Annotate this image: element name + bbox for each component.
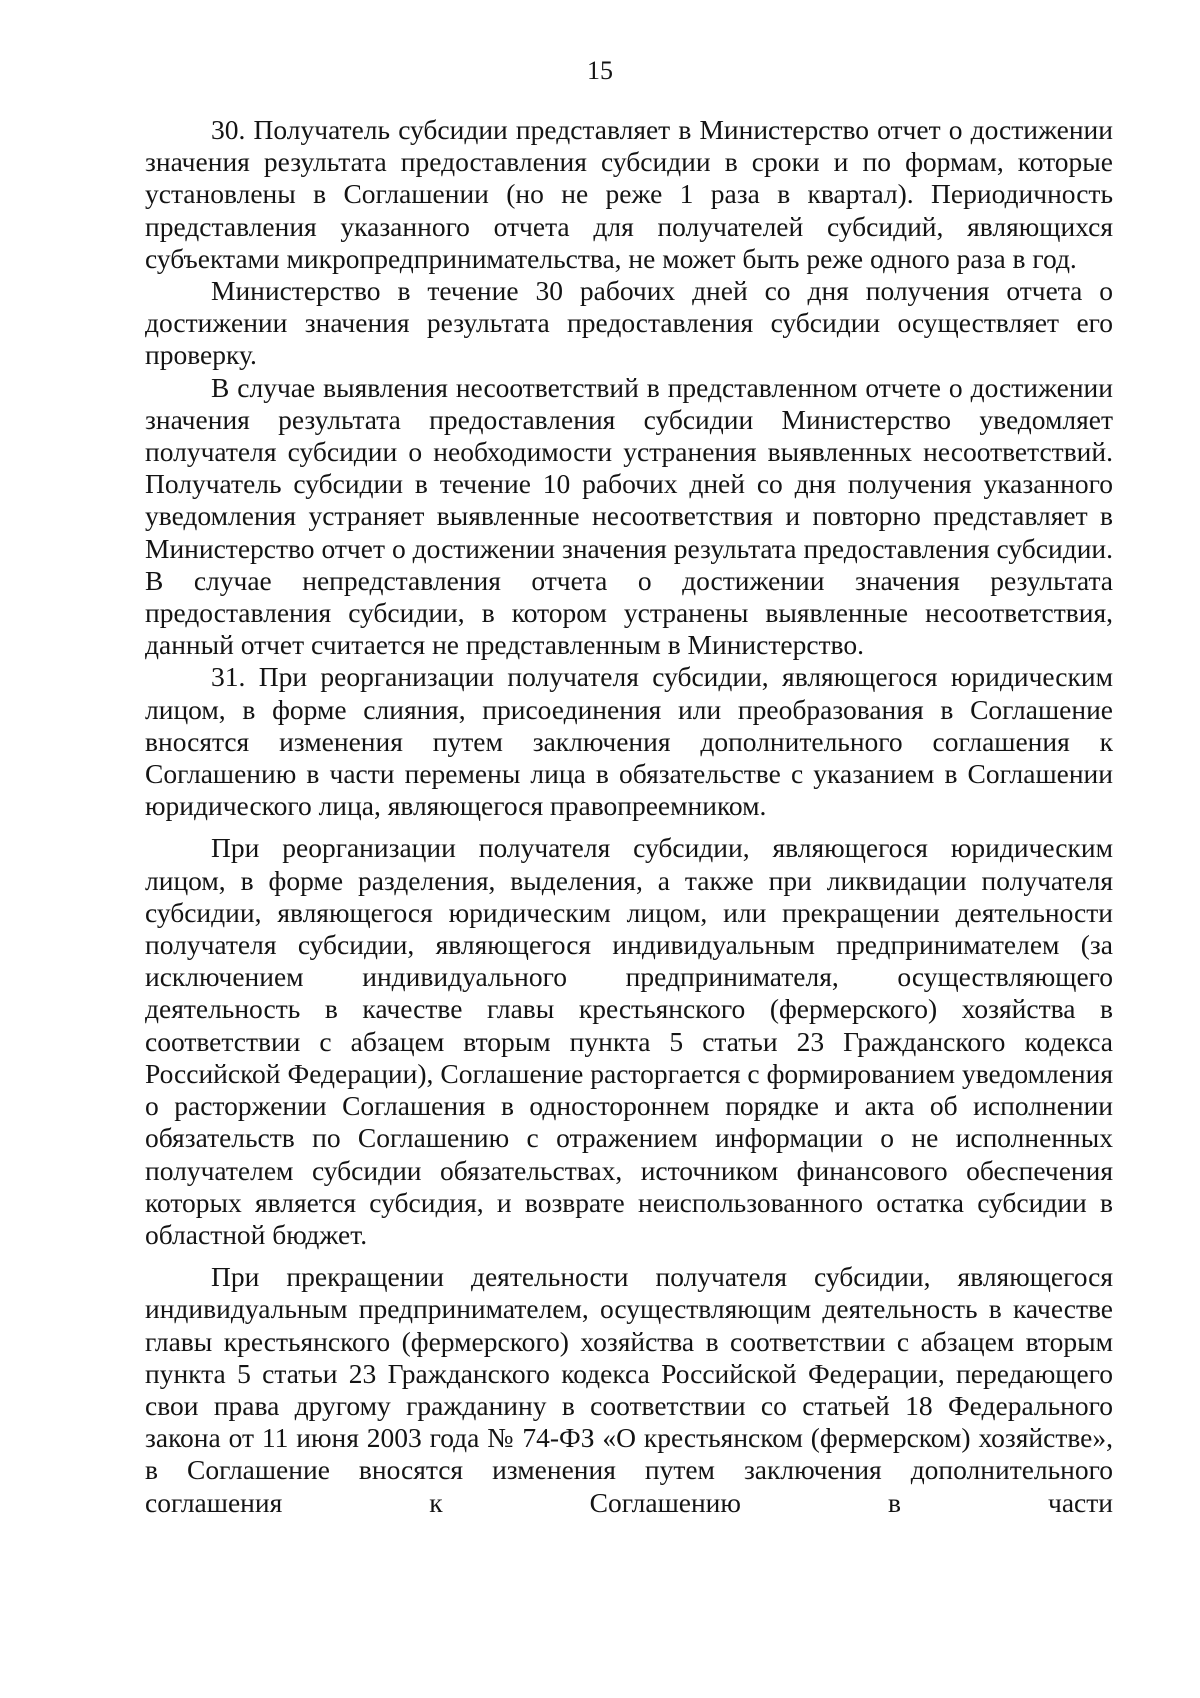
paragraph-agreement-termination: При реорганизации получателя субсидии, являющегося юридическим лицом, в форме разделения, выделения, а также при ликвидации получателя субсидии, являющегося юридическим лицом, или прекращении деятельности получателя субсидии, являющегося индивидуальным предпринимателем (за исключением индивидуального предпринимателя, осуществляющего деятельность в качестве главы крестьянского (фермерского) хозяйства в соответствии с абзацем вторым пункта 5 статьи 23 Гражданского кодекса Российской Федерации), Соглашение расторгается с формированием уведомления о расторжении Соглашения в одностороннем порядке и акта об исполнении обязательств по Соглашению с отражением информации о не исполненных получателем субсидии обязательствах, источником финансового обеспечения которых является субсидия, и возврате неиспользованного остатка субсидии в областной бюджет.	[145, 832, 1113, 1250]
paragraph-report-check: Министерство в течение 30 рабочих дней со дня получения отчета о достижении значения результата предоставления субсидии осуществляет его проверку.	[145, 275, 1113, 371]
paragraph-31-reorganization: 31. При реорганизации получателя субсидии, являющегося юридическим лицом, в форме слияния, присоединения или преобразования в Соглашение вносятся изменения путем заключения дополнительного соглашения к Соглашению в части перемены лица в обязательстве с указанием в Соглашении юридического лица, являющегося правопреемником.	[145, 661, 1113, 822]
paragraph-discrepancies: В случае выявления несоответствий в представленном отчете о достижении значения результата предоставления субсидии Министерство уведомляет получателя субсидии о необходимости устранения выявленных несоответствий. Получатель субсидии в течение 10 рабочих дней со дня получения указанного уведомления устраняет выявленные несоответствия и повторно представляет в Министерство отчет о достижении значения результата предоставления субсидии. В случае непредставления отчета о достижении значения результата предоставления субсидии, в котором устранены выявленные несоответствия, данный отчет считается не представленным в Министерство.	[145, 371, 1113, 661]
paragraph-30-report: 30. Получатель субсидии представляет в Министерство отчет о достижении значения результата предоставления субсидии в сроки и по формам, которые установлены в Соглашении (но не реже 1 раза в квартал). Периодичность представления указанного отчета для получателей субсидий, являющихся субъектами микропредпринимательства, не может быть реже одного раза в год.	[145, 114, 1113, 274]
document-body	[145, 114, 1113, 1519]
page-number: 15	[587, 56, 613, 85]
paragraph-farm-succession: При прекращении деятельности получателя субсидии, являющегося индивидуальным предпринимателем, осуществляющим деятельность в качестве главы крестьянского (фермерского) хозяйства в соответствии с абзацем вторым пункта 5 статьи 23 Гражданского кодекса Российской Федерации, передающего свои права другому гражданину в соответствии со статьей 18 Федерального закона от 11 июня 2003 года № 74-ФЗ «О крестьянском (фермерском) хозяйстве», в Соглашение вносятся изменения путем заключения дополнительного соглашения к Соглашению в части	[145, 1261, 1113, 1518]
